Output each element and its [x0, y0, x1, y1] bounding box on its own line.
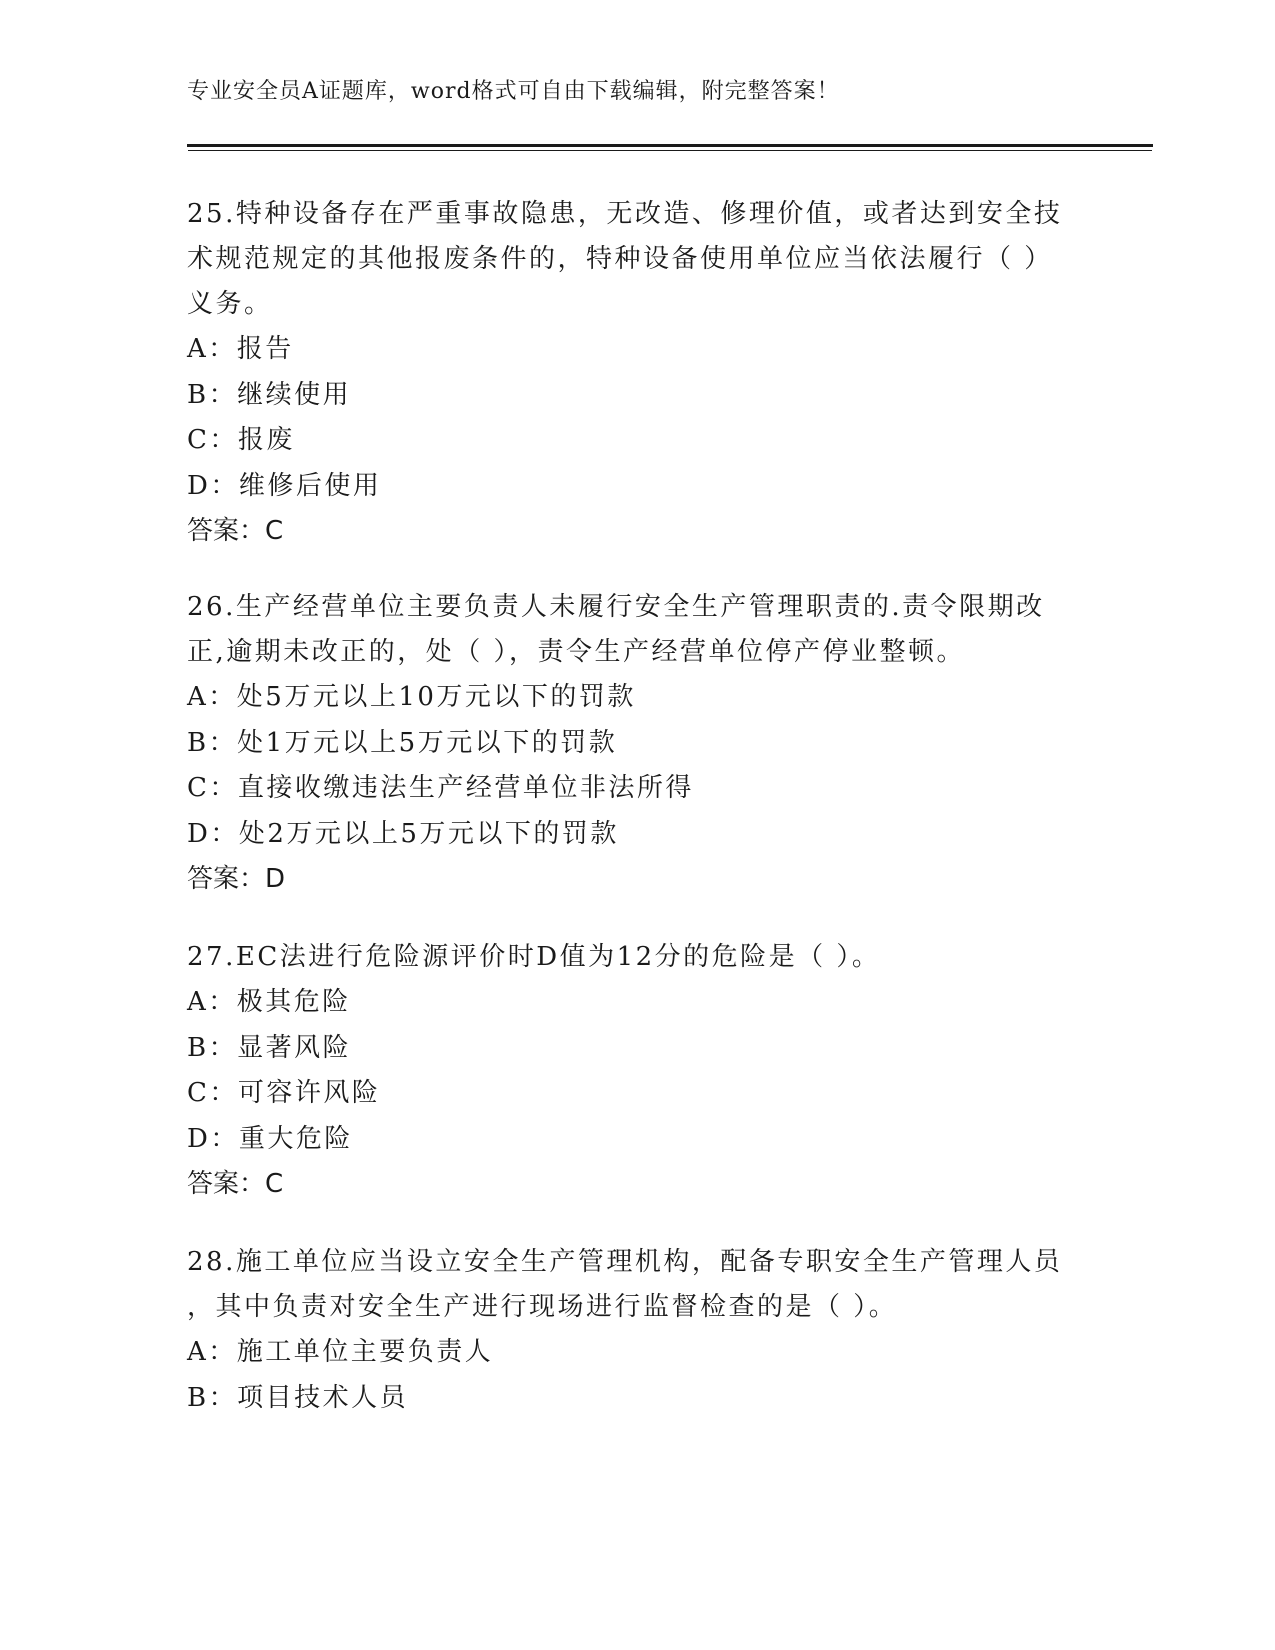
question-text-line: ，其中负责对安全生产进行现场进行监督检查的是（ ）。 — [187, 1292, 898, 1322]
question-25 — [187, 192, 1087, 554]
option-d: D：维修后使用 — [187, 470, 382, 501]
option-a: A：处5万元以上10万元以下的罚款 — [187, 682, 636, 712]
question-28 — [187, 1240, 1087, 1421]
option-b: B：项目技术人员 — [187, 1382, 409, 1413]
question-text-line: 25.特种设备存在严重事故隐患，无改造、修理价值，或者达到安全技 — [187, 199, 1063, 229]
answer-line: 答案：D — [187, 864, 286, 894]
option-a: A：极其危险 — [187, 987, 351, 1017]
answer-line: 答案：C — [187, 516, 284, 546]
option-b: B：显著风险 — [187, 1032, 352, 1063]
question-text-line: 27.EC法进行危险源评价时D值为12分的危险是（ ）。 — [187, 942, 881, 972]
option-a: A：报告 — [187, 334, 294, 364]
option-c: C：直接收缴违法生产经营单位非法所得 — [187, 773, 694, 803]
question-text-line: 26.生产经营单位主要负责人未履行安全生产管理职责的.责令限期改 — [187, 592, 1045, 622]
question-27 — [187, 935, 1087, 1207]
option-b: B：继续使用 — [187, 379, 352, 410]
option-b: B：处1万元以上5万元以下的罚款 — [187, 727, 618, 758]
option-d: D：处2万元以上5万元以下的罚款 — [187, 818, 619, 849]
question-text-line: 义务。 — [187, 289, 273, 319]
header-double-rule — [187, 144, 1153, 147]
question-26 — [187, 585, 1087, 902]
option-a: A：施工单位主要负责人 — [187, 1337, 494, 1367]
page-header-text: 专业安全员A证题库，word格式可自由下载编辑，附完整答案！ — [187, 79, 840, 104]
option-c: C：报废 — [187, 425, 295, 455]
question-text-line: 术规范规定的其他报废条件的，特种设备使用单位应当依法履行（ ） — [187, 244, 1053, 274]
question-text-line: 28.施工单位应当设立安全生产管理机构，配备专职安全生产管理人员 — [187, 1247, 1063, 1277]
answer-line: 答案：C — [187, 1169, 284, 1199]
question-text-line: 正,逾期未改正的，处（ ），责令生产经营单位停产停业整顿。 — [187, 637, 966, 667]
option-c: C：可容许风险 — [187, 1078, 381, 1108]
option-d: D：重大危险 — [187, 1123, 353, 1154]
